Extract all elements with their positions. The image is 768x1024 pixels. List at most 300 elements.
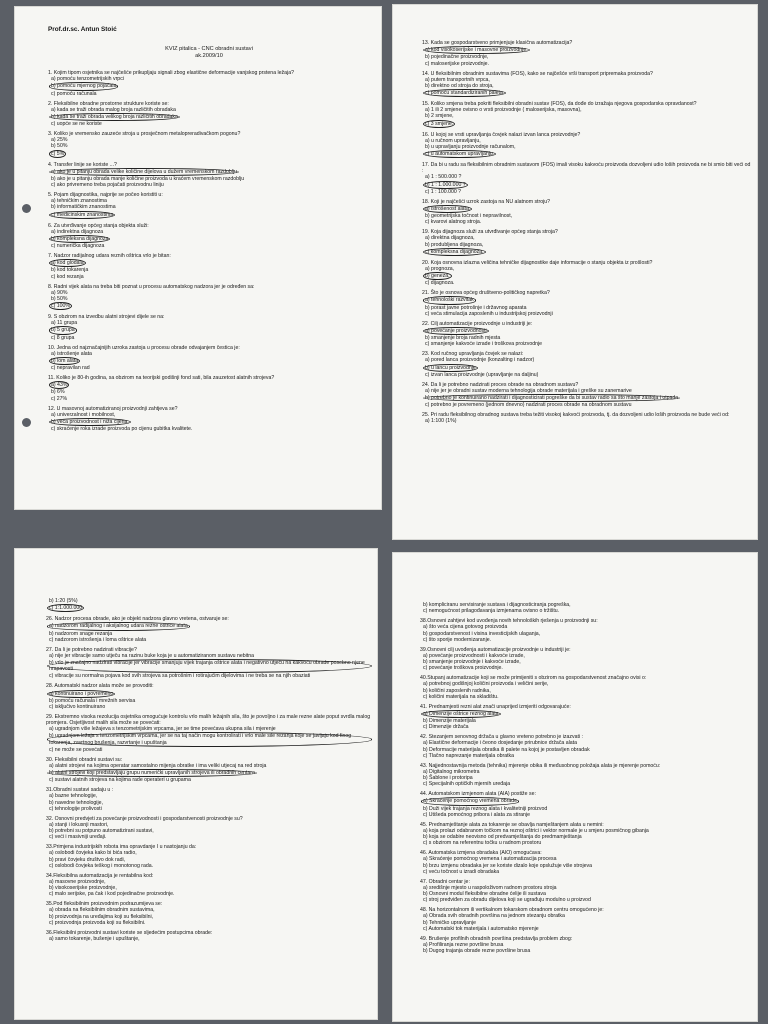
answer-option-text: a) koja prolazi odabranom točkom na reznoj oštrici i vektor normale je u smjeru posmičnog gibanja <box>423 827 649 834</box>
question-text: 42. Stezanjem senovnog držača u glavno vreteno potrebno je izazvati : <box>420 734 583 741</box>
question-item <box>46 757 372 784</box>
quiz-page-4 <box>392 552 758 1022</box>
answer-option-text: a) nije jer vibracije samo utječu na razinu buke koja je u automatiziranom sustavu nebitna <box>49 652 255 659</box>
answer-option-text: a) potrebnoj godišnjoj količini proizvoda i veličini serije, <box>423 681 549 688</box>
question-text: 41. Prednamjesti rezni alat znači unaprijed izmjeriti odgovarajuće: <box>420 703 571 710</box>
question-text: 29. Ekstremno visoka rezolucija osjetnika omogućuje kontrolu vrlo malih ležajnih sila, što je povoljno i za male rezne alate poput svrdla malog promjera. Osjetljivost malih sila može se povećati: <box>46 713 371 726</box>
answer-option-text: c) Dimenzije držača <box>423 724 469 731</box>
answer-option-text: c) dijagnoza. <box>425 280 455 287</box>
answer-option <box>46 704 372 710</box>
question-item <box>422 132 752 159</box>
question-text: 36.Fleksibilni proizvodni sustavi koriste se sljedećim postupcima obrade: <box>46 929 213 936</box>
answer-option-text: b) visokoserijske proizvodnje, <box>49 885 117 892</box>
answer-option-text: b) Tehničko upravljanje <box>423 919 476 926</box>
question-item <box>48 162 370 189</box>
answer-option-text: c) proizvodnja proizvoda koji su fleksibilni. <box>49 919 146 926</box>
answer-option-circled <box>422 181 752 189</box>
answer-option-text: c) količini materijala na skladištu. <box>423 693 499 700</box>
question-text: 27. Da li je potrebno nadzirati vibracije? <box>46 646 137 653</box>
answer-option-text: a) oslobodi čovjeka kako bi bića radio, <box>49 850 137 857</box>
question-text: 17. Da bi u radu sa fleksibilnim obradnim sustavom (FOS) imali visoku kakvoću proizvoda dozvoljeni udio loših proizvoda ne bi smio biti veći od : <box>422 162 751 175</box>
question-item <box>422 199 752 226</box>
answer-option <box>420 948 754 954</box>
document-title <box>48 46 370 60</box>
answer-option-text: b) ugradnjom ležaja s tenzometrijskim vrpcama, jer se na taj način mogu kontrolirati i vrlo male sile rezanja koje se javljaju kod finog tokarenja, zavrtnog brušenja, razvrtanje i upuštanja <box>47 732 372 746</box>
answer-option-text: a) direktna dijagnoza, <box>425 235 475 242</box>
question-item <box>48 345 370 372</box>
answer-option-text: a) indirektna dijagnoza <box>51 228 104 235</box>
answer-option <box>46 920 372 926</box>
answer-option-circled <box>48 259 370 267</box>
answer-option-text: c) Automatski tok materijala i automatsko mjerenje <box>423 925 539 932</box>
answer-option-text: c) izvan lanca proizvodnje (upravljanje na daljinu) <box>425 371 539 378</box>
answer-option <box>48 365 370 371</box>
answer-option-circled <box>422 364 752 372</box>
answer-option-text: b) u upravljanju proizvodnje računalom, <box>425 143 516 150</box>
answer-option-text: c) Utišeda pomoćnog pribora i alata za stiranje <box>423 811 530 818</box>
question-item <box>420 936 754 955</box>
question-item <box>48 192 370 219</box>
answer-option-text: b) Dugog trajanja obrade rezne površine brusa <box>423 948 531 954</box>
question-item <box>420 618 754 643</box>
quiz-page-2 <box>392 4 758 540</box>
answer-option-text: b) nadzorom snage rezanja <box>49 630 113 637</box>
question-text: 2. Fleksibilne obradne prostorne strukture koriste se: <box>48 100 169 107</box>
answer-option-text: a) kada se traži obrada malog broja različitih obradaka <box>51 106 176 113</box>
answer-option-circled <box>46 659 372 673</box>
question-item <box>48 284 370 311</box>
answer-option-text: a) alatni strojevi na kojima operatar samostalno mijenja obratke i ima veliki utjecaj na red stroja <box>49 762 267 769</box>
question-text: 38.Osnovni zahtjevi kod uvođenja novih tehnoloških rješenja u proizvodnji su: <box>420 618 598 625</box>
answer-option-circled <box>48 150 370 158</box>
question-item <box>48 131 370 158</box>
punch-hole <box>22 204 31 213</box>
answer-option <box>48 335 370 341</box>
answer-option-text: b) alatni strojevi koji predstavljaju grupu numerički upravljanih strojeva ili obradnih centara <box>49 770 255 777</box>
answer-option-text: b) Duži vijek trajanja reznog alata i kvalitetniji proizvod <box>423 805 548 812</box>
answer-option-text: a) 25% <box>51 137 68 144</box>
question-item <box>420 704 754 731</box>
question-item <box>422 290 752 317</box>
answer-option-text: c) isključivo kontinuirano <box>49 703 106 710</box>
answer-option <box>420 781 754 787</box>
answer-option-text: b) količini zaposlenih radnika, <box>423 687 491 694</box>
answer-option-text: b) pomoću računala i mrežnih servisa <box>49 697 136 704</box>
answer-option-text: c) kompleksna dijagnoza. <box>425 248 484 255</box>
answer-option-text: a) kod visokoserijske i masovne proizvodnje, <box>425 47 528 54</box>
question-item <box>420 675 754 700</box>
answer-option-text: b) kompleksna dijagnoza <box>51 235 109 242</box>
question-text: 45. Prednamještanje alata za tokarenje se obavlja namještanjem alata u nemini: <box>420 821 604 828</box>
answer-option-text: c) medicinskim znanostima <box>51 211 114 218</box>
question-item <box>420 734 754 759</box>
answer-option-circled <box>48 82 370 90</box>
question-text: 7. Nadzor radijalnog udara reznih oštrica vrlo je bitan: <box>48 253 171 259</box>
answer-option-text: b) smanjenje broja radnih mjesta <box>425 335 501 342</box>
question-text: 24. Da li je potrebno nadzirati proces obrade na obradnom sustavu? <box>422 381 579 388</box>
question-text: 16. U kojoj se vrsti upravljanja čovjek nalazi izvan lanca proizvodnje? <box>422 131 581 138</box>
answer-option-text: a) pored lanca proizvodnje (konzalting i nadzor) <box>425 357 535 364</box>
answer-option-text: a) Skraćenje pomoćnog vremena i automatizacija procesa <box>423 856 557 863</box>
answer-option-text: b) Šablone i protoripa <box>423 775 473 781</box>
answer-option-circled <box>422 394 752 402</box>
question-list <box>46 598 372 942</box>
answer-option-text: a) kod glodala <box>51 260 84 267</box>
answer-option-text: c) nadzorom istrošenja i loma oštrice alata <box>49 636 147 643</box>
answer-option-text: b) 6% <box>51 389 65 396</box>
question-text: 3. Koliko je vremensko zauzeće stroja u prosječnom metalopreradivačkom pogonu? <box>48 131 241 137</box>
answer-option-text: c) uopće se ne koriste <box>51 121 102 128</box>
question-text: 11. Koliko je 80-ih godina, sa obzirom na teorijski godišnji fond sati, bila zauzetost alatnih strojeva? <box>48 375 275 381</box>
punch-hole <box>22 418 31 427</box>
answer-option-text: b) Osnovni modul fleksibilne obradne ćelije ili sustava <box>423 891 546 897</box>
answer-option-text: a) prognoza, <box>425 265 455 272</box>
answer-option-text: c) oslobodi čovjeka teškog i monotonog rada. <box>49 862 154 869</box>
answer-option-circled <box>46 622 372 630</box>
answer-option-circled <box>46 732 372 746</box>
answer-option <box>48 121 370 127</box>
answer-option-text: c) pomoću računala <box>51 90 97 97</box>
answer-option-text: b) u lancu proizvodnje <box>425 364 476 371</box>
answer-option-text: c) stroj predviđen za obradu dijelova koji se ugrađuju modulno u proizvod <box>423 897 591 904</box>
answer-option-text: b) 5 grupa <box>51 327 75 334</box>
answer-option-text: a) 43% <box>51 382 68 389</box>
answer-option <box>420 608 754 614</box>
answer-option-text: a) bazne tehnologije, <box>49 793 98 800</box>
answer-option <box>420 753 754 759</box>
answer-option-text: b) gospodarstvenost i visina investicijskih ulaganja, <box>423 630 541 637</box>
answer-option-text: c) ako privremeno treba pojačati proizvodnu liniju <box>51 182 164 189</box>
answer-option-text: c) Tlačno naprezanje materijala obratka <box>423 752 515 759</box>
question-item <box>420 879 754 904</box>
answer-option <box>48 91 370 97</box>
answer-option <box>48 243 370 249</box>
answer-option <box>422 280 752 286</box>
question-text: 4. Transfer linije se koriste ...? <box>48 161 117 168</box>
question-item <box>420 850 754 875</box>
answer-option-text: b) koja se odabire neovisno od predvamještanja do predmamještanja <box>423 834 582 840</box>
question-text: 47. Obradni centar je: <box>420 878 470 885</box>
answer-option-text: b) smanjenje proizvodnje i kakvoće izrade, <box>423 659 521 665</box>
answer-option-text: a) masovne proizvodnje, <box>49 878 106 885</box>
answer-option-text: a) tehničkim znanostima <box>51 198 107 205</box>
answer-option-circled <box>48 418 370 426</box>
answer-option-text: a) 1 ili 2 smjene ovisno o vrsti proizvodnje ( maloserijska, masovna), <box>425 107 582 114</box>
answer-option-text: b) kompliciranu servisiranje sustava i dijagnosticiranja pogreška, <box>423 602 571 608</box>
question-item <box>422 40 752 67</box>
answer-option <box>48 182 370 188</box>
answer-option-text: b) pravi čovjeku društvo dok radi, <box>49 856 126 863</box>
question-text: 8. Radni vijek alata na treba biti poznat u procesu automatskog nadzora jer je određen sa: <box>48 283 255 290</box>
question-text: 13. Kada se gospodarstveno primjenjuje klasična automatizacija? <box>422 40 573 46</box>
answer-option-text: b) ako je u pitanju obrada manje količine proizvoda u kraćem vremenskom razdoblju <box>51 175 245 182</box>
question-item <box>420 822 754 847</box>
answer-option-text: b) pomoću mjernog pojačala <box>51 83 117 90</box>
quiz-page-1 <box>14 6 382 510</box>
question-item <box>422 412 752 424</box>
question-item <box>422 71 752 98</box>
answer-option-text: a) ako je u pitanju obrada velike količine dijelova u dužem vremenskom razdoblju <box>51 168 237 175</box>
question-text: 35.Pod fleksibilnim proizvodnim podrazumijeva se: <box>46 901 163 908</box>
answer-option-circled <box>422 327 752 335</box>
question-text: 30. Fleksibilni obradni sustavi su: <box>46 756 123 763</box>
question-item <box>46 598 372 612</box>
answer-option-text: c) pomoću standardiziranih paleta. <box>425 90 505 97</box>
question-item <box>422 162 752 195</box>
answer-option <box>422 418 752 424</box>
answer-option-text: b) informatičkim znanostima <box>51 204 116 211</box>
answer-option <box>420 840 754 846</box>
answer-option <box>46 747 372 753</box>
answer-option <box>420 869 754 875</box>
answer-option-text: a) Profiliranja rezne površine brusa <box>423 941 504 948</box>
answer-option-text: a) istrošenost alata, <box>425 205 471 212</box>
question-item <box>48 314 370 341</box>
answer-option-text: b) direktno od stroja do stroja, <box>425 82 494 89</box>
question-text: 46. Automatska izmjena obradaka (AIO) omogućava: <box>420 850 542 857</box>
question-text: 48. Na horizontalnom ili vertikalnom tokarskom obradnom centru omogućeno je: <box>420 907 604 914</box>
question-item <box>46 647 372 680</box>
answer-option-text: b) kada se traži obrada velikog broja različitih obradaka <box>51 113 178 120</box>
answer-option-text: b) vrlo je značajno nadzirati vibracije jer vibracije smanjuju vijek trajanja oštrice alata i negativno utječu na kakvoću obrade posebno njene hrapavosti <box>47 659 372 673</box>
answer-option <box>420 812 754 818</box>
question-item <box>48 253 370 280</box>
answer-option <box>422 189 752 195</box>
question-item <box>48 406 370 433</box>
answer-option-text: b) produbljena dijagnoza, <box>425 241 484 248</box>
answer-option <box>422 402 752 408</box>
answer-option-circled <box>46 769 372 777</box>
answer-option <box>420 926 754 932</box>
question-list <box>420 602 754 954</box>
question-text: 49. Brušenje profilnih obradnih površina predstavlja problem zbog: <box>420 935 573 942</box>
answer-option-text: c) 3 smjene. <box>425 120 454 127</box>
answer-option-text: c) maloserijske proizvodnje. <box>425 60 490 67</box>
answer-option-text: a) stanji i lokusnji mastori, <box>49 821 109 828</box>
answer-option-text: c) veća stimulacija zaposlenih u industrijskoj proizvodnji <box>425 310 553 317</box>
answer-option <box>420 694 754 700</box>
answer-option-text: a) pomoću tenzometrijskih vrpci <box>51 76 124 83</box>
question-text: 28. Automatski nadzor alata može se provoditi: <box>46 683 154 690</box>
answer-option-text: c) 5% <box>51 150 65 157</box>
answer-option-text: c) vibracije su normalna pojava kod svih strojeva sa potrošnim i rotirajućim dijelovima i ne treba se na njih obaziati <box>49 673 311 680</box>
question-item <box>48 223 370 250</box>
answer-option-text: b) potrebno je kontinuirano nadzirati i dijagnosticirati pogreške da bi sustav radio sa što manje zastoja i otpada <box>425 395 679 402</box>
question-item <box>422 382 752 409</box>
answer-option-text: b) potrebni su potpuno automatizirani sustavi, <box>49 828 154 835</box>
answer-option-text: a) 1 : 500.000 ? <box>425 174 462 181</box>
answer-option-text: c) veću točnost u izradi obradaka <box>423 868 500 875</box>
answer-option-circled <box>46 604 372 612</box>
question-item <box>422 321 752 348</box>
answer-option-text: b) 50% <box>51 295 68 302</box>
academic-year: ak.2009/10 <box>195 53 223 59</box>
question-text: 25. Pri radu fleksibilnog obradnog sustava treba težiti visokoj kakvoći proizvoda, tj. da dozvoljeni udio loših proizvoda ne bude veći od: <box>422 412 730 419</box>
answer-option-text: c) kvarovi alatnog stroja. <box>425 219 482 226</box>
answer-option-text: c) povećanje troškova proizvodnje. <box>423 665 503 672</box>
answer-option <box>420 897 754 903</box>
answer-option-text: b) navedne tehnologije, <box>49 799 103 806</box>
answer-option <box>46 673 372 679</box>
question-text: 19. Koja dijagnoza služi za utvrđivanje općeg stanja stroja? <box>422 229 558 236</box>
question-text: 40.Stupanj automatizacije koji se može primijeniti s obzirom na gospodarstvenost značajno ovisi o: <box>420 675 647 682</box>
question-text: 14. U fleksibilnim obradnim sustavima (FOS), kako se najčešće vrši transport pripremaka proizvoda? <box>422 70 653 77</box>
answer-option-text: a) Digitalnog mikrometra <box>423 768 480 775</box>
question-list <box>422 40 752 425</box>
answer-option-text: c) nemogućnost prilagođavanja izmjenama ovisno o tržištu. <box>423 608 560 615</box>
quiz-title: KVIZ pitalica - CNC obradni sustavi <box>165 46 253 52</box>
answer-option <box>46 891 372 897</box>
answer-option-text: a) nadzorom radijalnog i aksijalnog udara rezne oštrice alata <box>49 623 188 630</box>
answer-option-text: b) Dimenzije materijala <box>423 718 476 724</box>
answer-option-text: b) brzu izmjenu obradaka jer se koriste dizalo koje opslužuje više strojeva <box>423 862 592 869</box>
answer-option <box>422 61 752 67</box>
question-item <box>46 844 372 869</box>
question-item <box>420 647 754 672</box>
answer-option-text: b) 1:20 (5%) <box>49 598 78 604</box>
question-item <box>46 901 372 926</box>
answer-option-text: a) u ručnom upravljanju, <box>425 137 481 144</box>
answer-option-text: a) ugradnjom više ležajeva s tenzometrijskim vrpcama, jer se time povećava ukupna sila i mjerenje <box>49 726 276 733</box>
answer-option-text: b) 50% <box>51 143 68 150</box>
answer-option-circled <box>422 296 752 304</box>
answer-option-circled <box>422 89 752 97</box>
answer-option-text: c) ne može se povećati <box>49 746 103 753</box>
answer-option-text: a) putem transportnih vrpca, <box>425 76 490 83</box>
answer-option <box>46 936 372 942</box>
question-item <box>48 375 370 402</box>
answer-option <box>422 341 752 347</box>
answer-option-text: a) Dimenzije oštrice reznog alata <box>423 710 499 717</box>
answer-option-circled <box>48 326 370 334</box>
question-item <box>46 787 372 812</box>
answer-option-text: b) Deformacije materijala obratka ili palete na kojoj je postavljen obradak <box>423 746 590 753</box>
answer-option-text: a) Obrada svih obradnih površina na jednom stezanju obratka <box>423 913 565 920</box>
answer-option-circled <box>422 150 752 158</box>
answer-option-circled <box>48 168 370 176</box>
answer-option <box>46 806 372 812</box>
answer-option-text: b) lom alata <box>51 357 79 364</box>
answer-option-text: a) 11 grupa <box>51 320 78 327</box>
answer-option-text: c) 8 grupa <box>51 334 75 341</box>
question-item <box>422 101 752 128</box>
question-item <box>420 763 754 788</box>
answer-option-text: b) geometrijska točnost i nepravilnost, <box>425 213 513 220</box>
answer-option-text: c) 27% <box>51 395 68 402</box>
answer-option-circled <box>48 113 370 121</box>
answer-option-text: c) 100% <box>51 303 71 310</box>
question-text: 33.Primjena industrijskih robota ima opravdanje I u nastojanju da: <box>46 844 197 851</box>
answer-option-text: c) malo serijske, pa čak i kod pojedinačne proizvodnje. <box>49 891 175 898</box>
answer-option-text: c) u automatskom upravljanju. <box>425 151 495 158</box>
answer-option-circled <box>422 120 752 128</box>
answer-option-text: a) samo tokarenje, bušenje i upuštanje, <box>49 935 140 942</box>
question-item <box>46 816 372 841</box>
question-text: 9. S obzirom na izvedbu alatni strojevi dijele se na: <box>48 314 165 320</box>
answer-option-text: c) kod rezanja <box>51 273 84 280</box>
author-name: Prof.dr.sc. Antun Stoić <box>48 26 117 33</box>
question-text: 12. U masovnoj automatiziranoj proizvodnji zahtjeva se? <box>48 405 178 412</box>
answer-option-text: a) istrošenje alata <box>51 350 92 357</box>
answer-option-circled <box>48 302 370 310</box>
question-item <box>46 714 372 753</box>
answer-option-circled <box>422 248 752 256</box>
question-item <box>46 683 372 710</box>
question-item <box>422 229 752 256</box>
answer-option-text: a) obrada na fleksibilnim obradnim sustavima, <box>49 907 155 914</box>
question-text: 15. Koliko smjena treba pokriti fleksibilni obradni sustav (FOS), da dođe do izražaja njegova gospodarska opravdanost? <box>422 101 697 107</box>
question-item <box>420 907 754 932</box>
answer-option-circled <box>48 211 370 219</box>
answer-option-text: b) 1 : 1.000.000 ? <box>425 181 466 188</box>
question-text: 26. Nadzor procesa obrade, ako je objekt nadzora glavno vretena, ostvaruje se: <box>46 616 229 623</box>
question-text: 32. Osnovni predvjeti za povećanje proizvodnosti i gospodarstvenosti proizvodnje su? <box>46 815 243 822</box>
answer-option-text: a) kontinuirano i povremeno <box>49 690 114 697</box>
question-text: 34.Fleksibilna automatizacija je rentabilna kod: <box>46 872 154 879</box>
answer-option-text: a) nije jer je obradni sustav moderna tehnologija obrade materijala i greške su zanemarive <box>425 387 632 394</box>
answer-option-text: a) 1:100 (1%) <box>425 418 457 425</box>
answer-option-text: b) porast javne potrošnje i državnog aparata <box>425 304 527 311</box>
question-item <box>422 260 752 287</box>
question-text: 21. Što je osnova općeg društveno-političkog napretka? <box>422 290 550 297</box>
answer-option-circled <box>46 690 372 698</box>
answer-option-text: c) tehnologije prolivosti <box>49 805 102 812</box>
question-item <box>48 101 370 128</box>
answer-option-text: c) 1 : 100.000 ? <box>425 188 462 195</box>
answer-option-text: c) što sporije modernizaranje. <box>423 636 492 643</box>
answer-option <box>48 274 370 280</box>
answer-option-text: c) 1:1.000.000 <box>49 605 83 612</box>
question-item <box>48 70 370 97</box>
answer-option <box>422 219 752 225</box>
answer-option-text: c) veći i masivniji uređaji. <box>49 834 107 841</box>
answer-option <box>420 665 754 671</box>
answer-option-text: a) Elastične deformacije i čeono dosjedanje prirubnice držača alata <box>423 740 577 747</box>
answer-option-text: b) veća proizvodnost i niža cijena, <box>51 418 129 425</box>
answer-option-circled <box>422 46 752 54</box>
answer-option-circled <box>422 272 752 280</box>
answer-option-circled <box>422 205 752 213</box>
answer-option-text: a) Skraćenje pomoćnog vremena obrade <box>423 798 518 805</box>
answer-option-text: c) numerička dijagnoza <box>51 243 105 250</box>
answer-option-text: b) 2 smjene, <box>425 113 454 120</box>
answer-option <box>46 863 372 869</box>
question-text: 43. Najjednostavnija metoda (tehnika) mjerenje obika ili međusobnog položaja alata je mjerenje pomoću: <box>420 762 661 769</box>
question-item <box>420 602 754 614</box>
question-item <box>46 616 372 643</box>
question-text: 1. Kojim tipom osjetnika se najčešće prikupljaju signali zbog elastične deformacije vanjskog prstena ležaja? <box>48 70 294 76</box>
answer-option-text: a) središnje mjesto u raspoloživom radnom prostoru stroja <box>423 884 557 891</box>
answer-option-text: a) povećanje proizvodnosti i kakvoće izrade, <box>423 652 525 659</box>
quiz-page-3 <box>14 548 378 1020</box>
question-text: 39.Osnovni cilj uvođenja automatizacije proizvodnje u industriji je: <box>420 646 571 653</box>
answer-option-text: c) nepravilan rad <box>51 365 90 372</box>
answer-option-text: c) potrebno je povremeno (jednom dnevno) nadzirati proces obrade na obradnom sustavu <box>425 402 632 409</box>
answer-option <box>46 637 372 643</box>
answer-option <box>422 311 752 317</box>
answer-option-circled <box>48 235 370 243</box>
answer-option-circled <box>420 710 754 718</box>
answer-option-text: a) što veća cijena gotovog proizvoda <box>423 624 508 631</box>
answer-option-text: a) 90% <box>51 289 68 296</box>
answer-option <box>420 637 754 643</box>
question-text: 23. Kod ručnog upravljanja čovjek se nalazi: <box>422 351 524 358</box>
question-item <box>420 791 754 818</box>
answer-option-text: b) kod tokarenja <box>51 267 89 274</box>
answer-option <box>48 396 370 402</box>
question-item <box>46 930 372 942</box>
answer-option-text: b) geneza, <box>425 273 450 280</box>
